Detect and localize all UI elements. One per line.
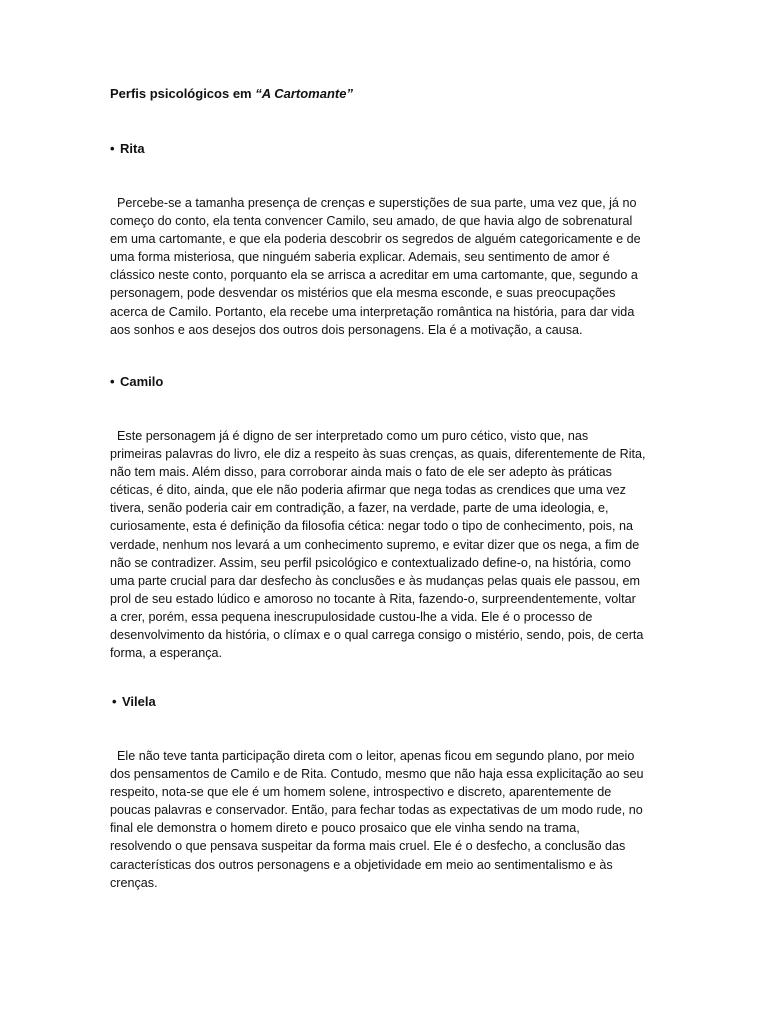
paragraph-line: primeiras palavras do livro, ele diz a respeito às suas crenças, as quais, diferentemente de Rita, [110, 447, 646, 462]
paragraph-line: personagem, pode desvendar os mistérios que ela mesma esconde, e suas preocupações [110, 286, 616, 301]
paragraph-line: curiosamente, esta é definição da filosofia cética: negar todo o tipo de conhecimento, pois, na [110, 519, 633, 534]
section-heading-vilela [112, 694, 156, 709]
paragraph-rita [110, 194, 662, 339]
paragraph-line: não tem mais. Além disso, para corroborar ainda mais o fato de ele ser adepto às práticas [110, 465, 612, 480]
document-title [110, 86, 353, 101]
title-italic-text: “A Cartomante” [255, 86, 353, 101]
title-text: Perfis psicológicos em [110, 86, 256, 101]
paragraph-line: tivera, senão poderia cair em contradição, a fazer, na verdade, parte de uma ideologia, e, [110, 501, 609, 516]
paragraph-line: prol de seu estado lúdico e amoroso no tocante à Rita, fazendo-o, surpreendentemente, voltar [110, 591, 636, 606]
paragraph-line: uma parte crucial para dar desfecho às conclusões e às mudanças pelas quais ele passou, em [110, 573, 640, 588]
paragraph-camilo [110, 427, 662, 662]
section-heading-label: Vilela [122, 694, 156, 709]
paragraph-line: poucas palavras e conservador. Então, para fechar todas as expectativas de um modo rude, no [110, 803, 643, 818]
bullet-icon: • [110, 141, 115, 156]
section-heading-label: Camilo [120, 374, 164, 389]
paragraph-line: forma, a esperança. [110, 646, 223, 661]
paragraph-line: clássico neste conto, porquanto ela se arrisca a acreditar em uma cartomante, que, segundo a [110, 268, 638, 283]
section-heading-rita [110, 141, 145, 156]
paragraph-line: a crer, porém, essa pequena inescrupulosidade custou-lhe a vida. Ele é o processo de [110, 609, 593, 624]
section-heading-label: Rita [120, 141, 145, 156]
paragraph-line: crenças. [110, 875, 158, 890]
paragraph-line: respeito, nota-se que ele é um homem solene, introspectivo e discreto, aparentemente de [110, 785, 612, 800]
paragraph-line: uma forma misteriosa, que ninguém saberia explicar. Ademais, seu sentimento de amor é [110, 250, 610, 265]
paragraph-line: final ele demonstra o homem direto e pouco prosaico que ele vinha sendo na trama, [110, 821, 580, 836]
paragraph-line: dos pensamentos de Camilo e de Rita. Contudo, mesmo que não haja essa explicitação ao seu [110, 767, 644, 782]
paragraph-line: Ele não teve tanta participação direta com o leitor, apenas ficou em segundo plano, por meio [110, 749, 635, 763]
paragraph-line: aos sonhos e aos desejos dos outros dois personagens. Ela é a motivação, a causa. [110, 322, 583, 337]
paragraph-line: desenvolvimento da história, o clímax e o qual carrega consigo o mistério, sendo, pois, de certa [110, 628, 644, 643]
paragraph-line: começo do conto, ela tenta convencer Camilo, seu amado, de que havia algo de sobrenatural [110, 214, 633, 229]
bullet-icon: • [112, 694, 117, 709]
paragraph-line: verdade, nenhum nos levará a um conhecimento supremo, e evitar dizer que os nega, a fim de [110, 537, 640, 552]
bullet-icon: • [110, 374, 115, 389]
paragraph-line: céticas, é dito, ainda, que ele não poderia afirmar que nega todas as crendices que uma vez [110, 483, 626, 498]
section-heading-camilo [110, 374, 163, 389]
paragraph-line: Percebe-se a tamanha presença de crenças e superstições de sua parte, uma vez que, já no [110, 196, 637, 210]
paragraph-line: não se contradizer. Assim, seu perfil psicológico e contextualizado define-o, na história, como [110, 555, 631, 570]
paragraph-line: Este personagem já é digno de ser interpretado como um puro cético, visto que, nas [110, 429, 589, 443]
paragraph-line: acerca de Camilo. Portanto, ela recebe uma interpretação romântica na história, para dar vida [110, 304, 635, 319]
paragraph-line: resolvendo o que pensava suspeitar da forma mais cruel. Ele é o desfecho, a conclusão das [110, 839, 626, 854]
paragraph-line: em uma cartomante, e que ela poderia descobrir os segredos de alguém categoricamente e de [110, 232, 641, 247]
paragraph-vilela [110, 747, 662, 892]
paragraph-line: características dos outros personagens e a objetividade em meio ao sentimentalismo e às [110, 857, 613, 872]
